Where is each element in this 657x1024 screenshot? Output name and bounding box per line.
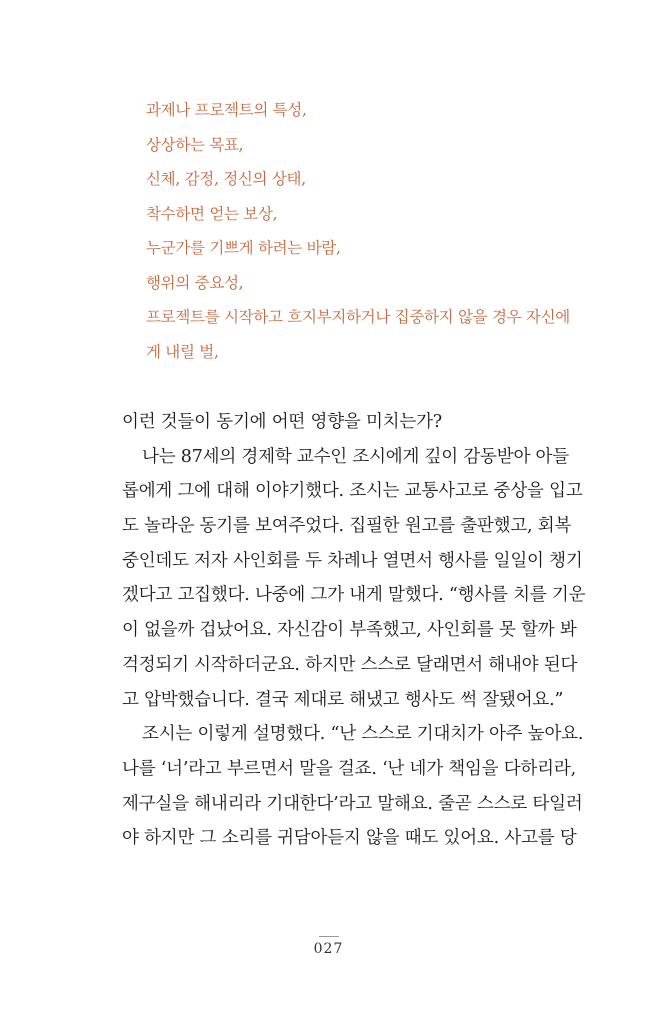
paragraph-line: 이런 것들이 동기에 어떤 영향을 미치는가? — [122, 412, 442, 432]
paragraph-line: 나는 87세의 경제학 교수인 조시에게 깊이 감동받아 아들 — [142, 446, 569, 467]
list-item: 누군가를 기쁘게 하려는 바람, — [146, 239, 341, 257]
list-item: 게 내릴 벌, — [146, 342, 219, 361]
page-number-rule — [319, 936, 339, 937]
list-item: 행위의 중요성, — [146, 273, 244, 292]
list-item: 과제나 프로젝트의 특성, — [146, 101, 307, 119]
paragraph-line: 롭에게 그에 대해 이야기했다. 조시는 교통사고로 중상을 입고 — [122, 481, 583, 502]
paragraph-line: 겠다고 고집했다. 나중에 그가 내게 말했다. “행사를 치를 기운 — [122, 585, 586, 606]
body-text — [122, 405, 600, 856]
paragraph-line: 야 하지만 그 소리를 귀담아듣지 않을 때도 있어요. 사고를 당 — [122, 828, 577, 849]
list-item: 프로젝트를 시작하고 흐지부지하거나 집중하지 않을 경우 자신에 — [146, 308, 570, 326]
paragraph-line: 중인데도 저자 사인회를 두 차례나 열면서 행사를 일일이 챙기 — [122, 550, 583, 571]
motivation-factor-list — [146, 93, 606, 369]
paragraph-line: 고 압박했습니다. 결국 제대로 해냈고 행사도 썩 잘됐어요.” — [122, 689, 564, 710]
paragraph-line: 이 없을까 겁났어요. 자신감이 부족했고, 사인회를 못 할까 봐 — [122, 620, 577, 641]
paragraph-line: 나를 ‘너’라고 부르면서 말을 걸죠. ‘난 네가 책임을 다하리라, — [122, 758, 576, 779]
list-item: 상상하는 목표, — [146, 135, 244, 154]
paragraph-line: 걱정되기 시작하더군요. 하지만 스스로 달래면서 해내야 된다 — [122, 654, 578, 675]
page-number: 027 — [313, 941, 344, 957]
paragraph-line: 도 놀라운 동기를 보여주었다. 집필한 원고를 출판했고, 회복 — [122, 516, 572, 537]
list-item: 착수하면 얻는 보상, — [146, 204, 278, 223]
list-item: 신체, 감정, 정신의 상태, — [146, 170, 306, 188]
paragraph-line: 조시는 이렇게 설명했다. “난 스스로 기대치가 아주 높아요. — [142, 724, 584, 745]
paragraph-line: 제구실을 해내리라 기대한다’라고 말해요. 줄곧 스스로 타일러 — [122, 793, 583, 814]
